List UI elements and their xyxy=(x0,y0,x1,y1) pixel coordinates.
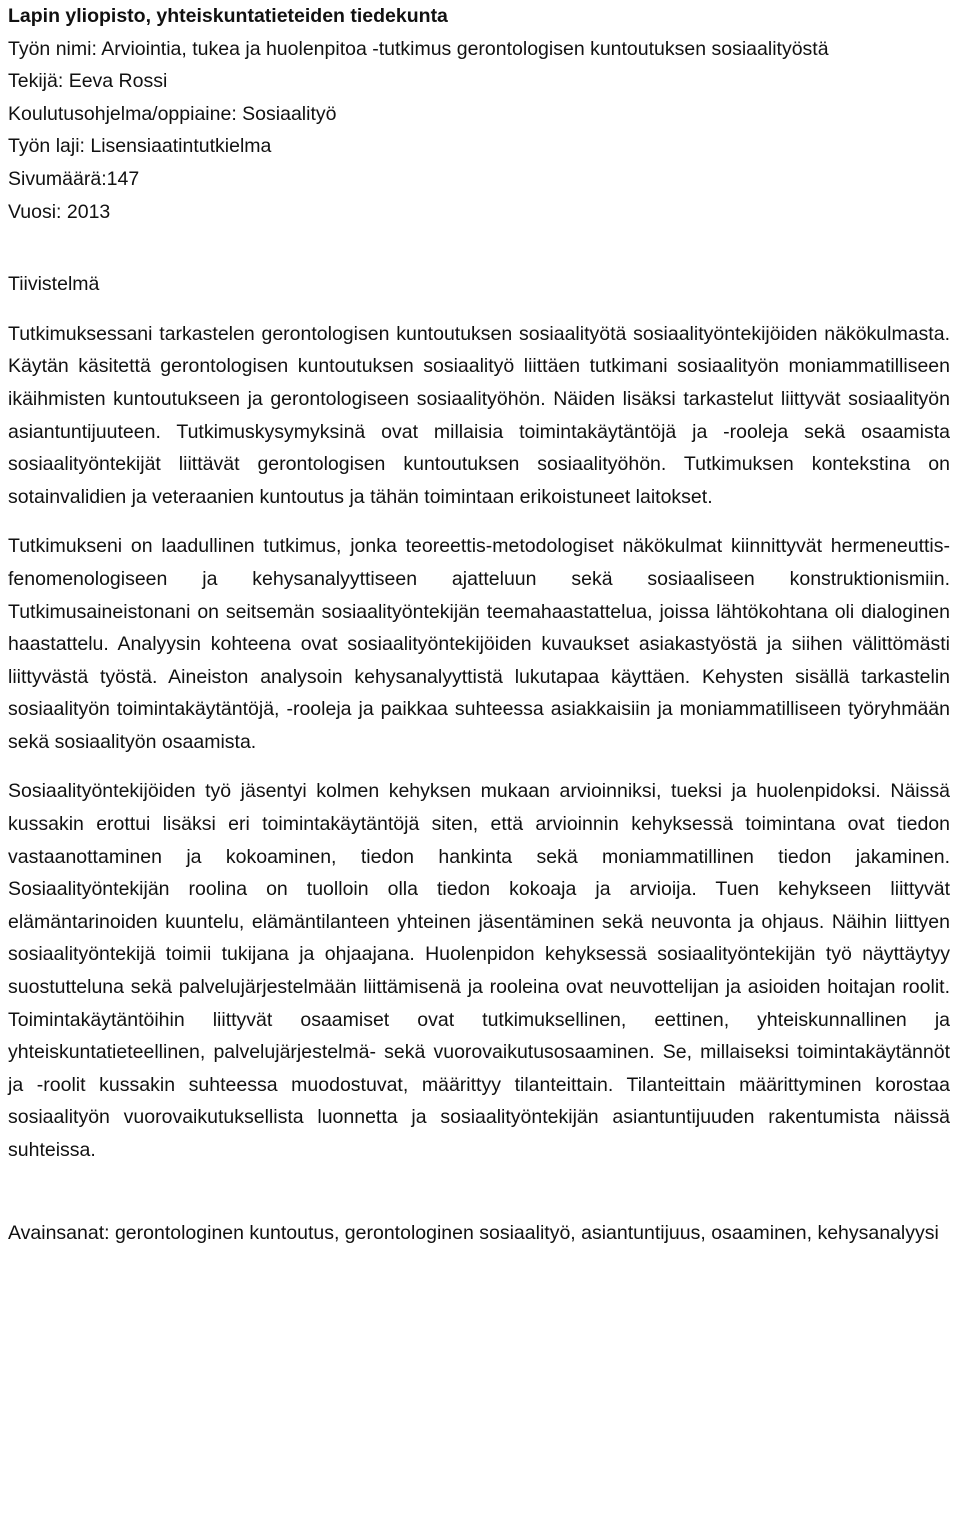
abstract-paragraph: Tutkimukseni on laadullinen tutkimus, jonka teoreettis-metodologiset näkökulmat kiinnittyvät hermeneuttis-fenomenologiseen ja kehysanalyyttiseen ajatteluun sekä sosiaaliseen konstruktionismiin. Tutkimusaineistonani on seitsemän sosiaalityöntekijän teemahaastattelua, joissa lähtökohtana oli dialoginen haastattelu. Analyysin kohteena ovat sosiaalityöntekijöiden kuvaukset asiakastyöstä ja siihen välittömästi liittyvästä työstä. Aineiston analysoin kehysanalyyttistä lukutapaa käyttäen. Kehysten sisällä tarkastelin sosiaalityön toimintakäytäntöjä, -rooleja ja paikkaa suhteessa asiakkaisiin ja moniammatilliseen työryhmään sekä sosiaalityön osaamista. xyxy=(8,535,950,753)
thesis-metadata xyxy=(8,0,950,228)
abstract-paragraph: Tutkimuksessani tarkastelen gerontologisen kuntoutuksen sosiaalityötä sosiaalityöntekijöiden näkökulmasta. Käytän käsitettä gerontologisen kuntoutuksen sosiaalityö liittäen tutkimani sosiaalityön moniammatilliseen ikäihmisten kuntoutukseen ja gerontologiseen sosiaalityöhön. Näiden lisäksi tarkastelut liittyvät sosiaalityön asiantuntijuuteen. Tutkimuskysymyksinä ovat millaisia toimintakäytäntöjä ja -rooleja sekä osaamista sosiaalityöntekijät liittävät gerontologisen kuntoutuksen sosiaalityöhön. Tutkimuksen kontekstina on sotainvalidien ja veteraanien kuntoutus ja tähän toimintaan erikoistuneet laitokset. xyxy=(8,322,950,508)
author-line: Tekijä: Eeva Rossi xyxy=(8,70,168,93)
abstract-body xyxy=(8,318,950,1167)
abstract-paragraph: Sosiaalityöntekijöiden työ jäsentyi kolmen kehyksen mukaan arvioinniksi, tueksi ja huolenpidoksi. Näissä kussakin erottui lisäksi eri toimintakäytäntöjä siten, että arvioinnin kehyksessä toimintana ovat tiedon vastaanottaminen ja kokoaminen, tiedon hankinta sekä moniammatillinen tiedon jakaminen. Sosiaalityöntekijän roolina on tuolloin olla tiedon kokoaja ja arvioija. Tuen kehykseen liittyvät elämäntarinoiden kuuntelu, elämäntilanteen yhteinen jäsentäminen sekä neuvonta ja ohjaus. Näihin liittyen sosiaalityöntekijä toimii tukijana ja ohjaajana. Huolenpidon kehyksessä sosiaalityöntekijän työ näyttäytyy suostutteluna sekä palvelujärjestelmään liittämisenä ja rooleina ovat neuvottelijan ja asioiden hoitajan roolit. Toimintakäytäntöihin liittyvät osaamiset ovat tutkimuksellinen, eettinen, yhteiskunnallinen ja yhteiskuntatieteellinen, palvelujärjestelmä- sekä vuorovaikutusosaaminen. Se, millaiseksi toimintakäytännöt ja -roolit kussakin suhteessa muodostuvat, määrittyy tilanteittain. Tilanteittain määrittyminen korostaa sosiaalityön vuorovaikutuksellista luonnetta ja sosiaalityöntekijän asiantuntijuuden rakentumista näissä suhteissa. xyxy=(8,780,950,1161)
work-type-line: Työn laji: Lisensiaatintutkielma xyxy=(8,135,272,158)
programme-line: Koulutusohjelma/oppiaine: Sosiaalityö xyxy=(8,102,337,125)
year-line: Vuosi: 2013 xyxy=(8,200,111,223)
abstract-heading: Tiivistelmä xyxy=(8,273,100,296)
page-count-line: Sivumäärä:147 xyxy=(8,167,140,190)
keywords-line: Avainsanat: gerontologinen kuntoutus, gerontologinen sosiaalityö, asiantuntijuus, osaaminen, kehysanalyysi xyxy=(8,1221,939,1244)
faculty-line: Lapin yliopisto, yhteiskuntatieteiden tiedekunta xyxy=(8,5,448,27)
work-name-line: Työn nimi: Arviointia, tukea ja huolenpitoa -tutkimus gerontologisen kuntoutuksen sosiaalityöstä xyxy=(8,37,829,60)
